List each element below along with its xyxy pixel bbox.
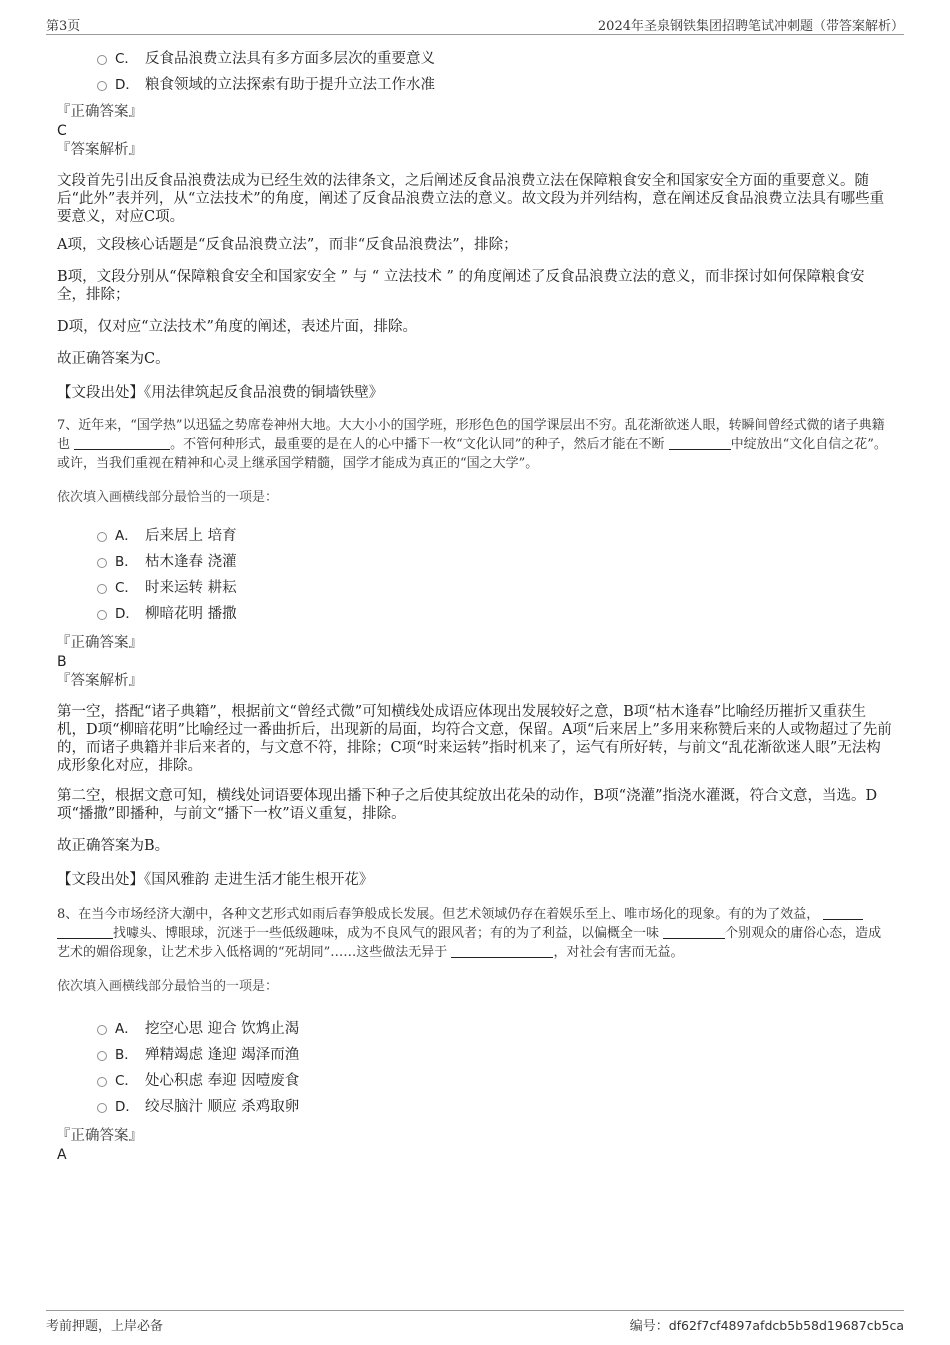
answer-value: C — [57, 123, 67, 139]
analysis-paragraph: 第一空，搭配“诸子典籍”，根据前文“曾经式微”可知横线处成语应体现出发展较好之意，B项“枯木逢春”比喻经历摧折又重获生机，D项“柳暗花明”比喻经过一番曲折后，出现新的局面，均符合文意，保留。A项“后来居上”多用来称赞后来的人或物超过了先前的，而诸子典籍并非后来者的，与文意不符，排除；C项“时来运转”指时机来了，运气有所好转，与前文“乱花渐欲迷人眼”无法构成形象化对应，排除。 — [57, 704, 892, 774]
page-header — [46, 14, 904, 35]
answer-value: B — [57, 654, 67, 670]
option-d[interactable]: D． 柳暗花明 播撒 — [57, 601, 893, 627]
option-a[interactable]: A． 挖空心思 迎合 饮鸩止渴 — [57, 1016, 893, 1042]
answer-label: 『正确答案』 — [56, 635, 143, 651]
radio-icon[interactable] — [97, 81, 107, 91]
fill-blank — [57, 924, 113, 939]
footer-slogan: 考前押题，上岸必备 — [46, 1319, 164, 1334]
passage-source: 【文段出处】《国风雅韵 走进生活才能生根开花》 — [57, 872, 374, 888]
analysis-paragraph: A项，文段核心话题是“反食品浪费立法”，而非“反食品浪费法”，排除； — [57, 237, 518, 253]
analysis-conclusion: 故正确答案为B。 — [57, 838, 170, 854]
radio-icon[interactable] — [97, 1077, 107, 1087]
radio-icon[interactable] — [97, 1051, 107, 1061]
fill-blank — [823, 905, 863, 920]
question-prompt: 依次填入画横线部分最恰当的一项是： — [57, 490, 279, 505]
question-stem: 8、在当今市场经济大潮中，各种文艺形式如雨后春笋般成长发展。但艺术领域仍存在着娱乐至上、唯市场化的现象。有的为了效益， 找噱头、博眼球，沉迷于一些低级趣味，成为不良风气的跟风者；有的为了利益，以偏概全一味 个别观众的庸俗心态，造成艺术的媚俗现象，让艺术步入低格调的“死胡同”……这些做法无异于 ，对社会有害而无益。 — [57, 907, 882, 960]
radio-icon[interactable] — [97, 584, 107, 594]
question-stem: 7、近年来，“国学热”以迅猛之势席卷神州大地。大大小小的国学班，形形色色的国学课层出不穷。乱花渐欲迷人眼，转瞬间曾经式微的诸子典籍也 。不管何种形式，最重要的是在人的心中播下一枚“文化认同”的种子，然后才能在不断 中绽放出“文化自信之花”。或许，当我们重视在精神和心灵上继承国学精髓，国学才能成为真正的“国之大学”。 — [57, 418, 887, 471]
question-prompt: 依次填入画横线部分最恰当的一项是： — [57, 979, 279, 994]
analysis-label: 『答案解析』 — [56, 673, 143, 689]
answer-label: 『正确答案』 — [56, 1128, 143, 1144]
option-b[interactable]: B． 殚精竭虑 逢迎 竭泽而渔 — [57, 1042, 893, 1068]
analysis-conclusion: 故正确答案为C。 — [57, 351, 170, 367]
fill-blank — [451, 943, 553, 958]
radio-icon[interactable] — [97, 610, 107, 620]
answer-label: 『正确答案』 — [56, 104, 143, 120]
fill-blank — [74, 435, 170, 450]
analysis-paragraph: 第二空，根据文意可知，横线处词语要体现出播下种子之后使其绽放出花朵的动作，B项“浇灌”指浇水灌溉，符合文意，当选。D项“播撒”即播种，与前文“播下一枚”语义重复，排除。 — [57, 788, 878, 822]
page-number: 第3页 — [46, 19, 81, 34]
passage-source: 【文段出处】《用法律筑起反食品浪费的铜墙铁壁》 — [57, 385, 384, 401]
radio-icon[interactable] — [97, 1025, 107, 1035]
analysis-paragraph: 文段首先引出反食品浪费法成为已经生效的法律条文，之后阐述反食品浪费立法在保障粮食安全和国家安全方面的重要意义。随后“此外”表并列，从“立法技术”的角度，阐述了反食品浪费立法的意义。故文段为并列结构，意在阐述反食品浪费立法具有哪些重要意义，对应C项。 — [57, 173, 885, 225]
radio-icon[interactable] — [97, 558, 107, 568]
radio-icon[interactable] — [97, 532, 107, 542]
option-b[interactable]: B． 枯木逢春 浇灌 — [57, 549, 893, 575]
option-c[interactable]: C． 反食品浪费立法具有多方面多层次的重要意义 — [57, 46, 893, 72]
option-a[interactable]: A． 后来居上 培育 — [57, 523, 893, 549]
page-footer — [46, 1310, 904, 1333]
option-c[interactable]: C． 时来运转 耕耘 — [57, 575, 893, 601]
page-content — [57, 46, 893, 1164]
answer-value: A — [57, 1147, 67, 1163]
document-code: 编号：df62f7cf4897afdcb5b58d19687cb5ca — [629, 1318, 904, 1334]
option-c[interactable]: C． 处心积虑 奉迎 因噎废食 — [57, 1068, 893, 1094]
analysis-paragraph: D项，仅对应“立法技术”角度的阐述，表述片面，排除。 — [57, 319, 417, 335]
option-d[interactable]: D． 粮食领域的立法探索有助于提升立法工作水准 — [57, 72, 893, 98]
analysis-paragraph: B项，文段分别从“保障粮食安全和国家安全 ” 与 “ 立法技术 ” 的角度阐述了反食品浪费立法的意义，而非探讨如何保障粮食安全，排除； — [57, 269, 865, 303]
radio-icon[interactable] — [97, 55, 107, 65]
document-title: 2024年圣泉钢铁集团招聘笔试冲刺题（带答案解析） — [597, 19, 904, 34]
fill-blank — [663, 924, 725, 939]
fill-blank — [669, 435, 731, 450]
radio-icon[interactable] — [97, 1103, 107, 1113]
analysis-label: 『答案解析』 — [56, 142, 143, 158]
option-d[interactable]: D． 绞尽脑汁 顺应 杀鸡取卵 — [57, 1094, 893, 1120]
